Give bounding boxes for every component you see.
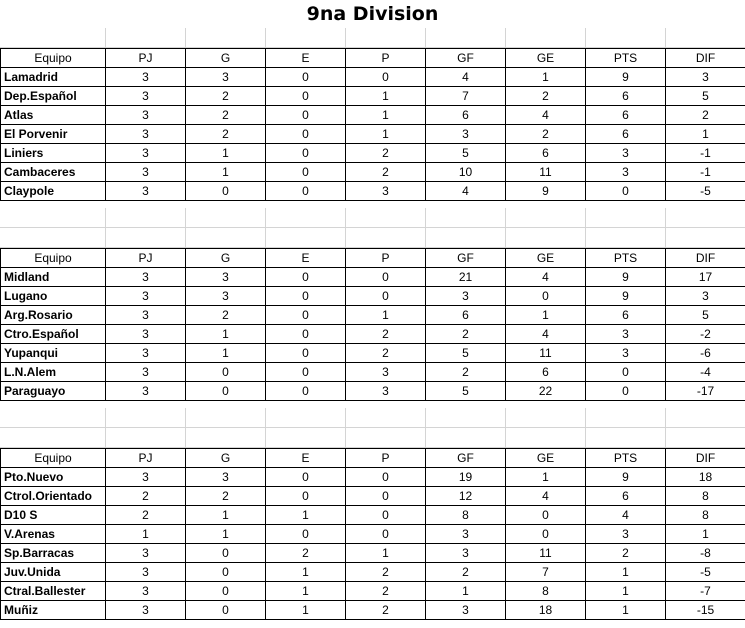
stat-g: 2 <box>186 106 266 125</box>
stat-pts: 4 <box>586 506 666 525</box>
stat-p: 2 <box>346 163 426 182</box>
stat-pts: 1 <box>586 563 666 582</box>
stat-ge: 11 <box>506 344 586 363</box>
stat-g: 3 <box>186 68 266 87</box>
table-row <box>1 525 745 544</box>
stat-g: 0 <box>186 382 266 401</box>
stat-ge: 6 <box>506 144 586 163</box>
stat-g: 0 <box>186 563 266 582</box>
stat-p: 0 <box>346 287 426 306</box>
column-header-team: Equipo <box>1 49 106 68</box>
stat-gf: 6 <box>426 306 506 325</box>
stat-g: 1 <box>186 144 266 163</box>
stat-dif: -7 <box>666 582 745 601</box>
table-row <box>1 544 745 563</box>
blank-row <box>0 28 745 48</box>
stat-pts: 1 <box>586 582 666 601</box>
page-title: 9na Division <box>306 3 439 25</box>
stat-pts: 3 <box>586 344 666 363</box>
team-name: Muñiz <box>1 601 106 620</box>
stat-pts: 0 <box>586 363 666 382</box>
stat-pts: 9 <box>586 68 666 87</box>
stat-p: 2 <box>346 582 426 601</box>
stat-pts: 6 <box>586 106 666 125</box>
stat-dif: -8 <box>666 544 745 563</box>
stat-pj: 2 <box>106 487 186 506</box>
team-name: Ctrol.Orientado <box>1 487 106 506</box>
column-header-gf: GF <box>426 49 506 68</box>
stat-p: 0 <box>346 68 426 87</box>
stat-pts: 6 <box>586 125 666 144</box>
table-row <box>1 182 745 201</box>
stat-p: 0 <box>346 487 426 506</box>
stat-dif: -2 <box>666 325 745 344</box>
stat-pj: 3 <box>106 268 186 287</box>
column-header-pts: PTS <box>586 449 666 468</box>
stat-pj: 1 <box>106 525 186 544</box>
stat-ge: 0 <box>506 506 586 525</box>
stat-dif: 17 <box>666 268 745 287</box>
stat-gf: 7 <box>426 87 506 106</box>
stat-gf: 2 <box>426 325 506 344</box>
stat-p: 1 <box>346 544 426 563</box>
stat-ge: 18 <box>506 601 586 620</box>
column-header-gf: GF <box>426 249 506 268</box>
stat-g: 0 <box>186 182 266 201</box>
stat-dif: -5 <box>666 563 745 582</box>
standings-table-2 <box>0 248 745 401</box>
stat-e: 0 <box>266 306 346 325</box>
stat-pts: 6 <box>586 306 666 325</box>
stat-pts: 3 <box>586 525 666 544</box>
stat-e: 0 <box>266 125 346 144</box>
stat-g: 0 <box>186 363 266 382</box>
stat-e: 0 <box>266 87 346 106</box>
stat-p: 2 <box>346 144 426 163</box>
stat-pj: 3 <box>106 125 186 144</box>
column-header-pj: PJ <box>106 449 186 468</box>
stat-gf: 5 <box>426 382 506 401</box>
team-name: Yupanqui <box>1 344 106 363</box>
header-row <box>1 449 745 468</box>
stat-gf: 3 <box>426 601 506 620</box>
table-row <box>1 506 745 525</box>
column-header-ge: GE <box>506 449 586 468</box>
stat-gf: 3 <box>426 544 506 563</box>
stat-dif: 8 <box>666 487 745 506</box>
stat-pts: 2 <box>586 544 666 563</box>
column-header-ge: GE <box>506 49 586 68</box>
stat-g: 1 <box>186 506 266 525</box>
table-row <box>1 125 745 144</box>
table-row <box>1 287 745 306</box>
column-header-e: E <box>266 49 346 68</box>
column-header-dif: DIF <box>666 449 745 468</box>
stat-pj: 3 <box>106 106 186 125</box>
team-name: Cambaceres <box>1 163 106 182</box>
team-name: Ctral.Ballester <box>1 582 106 601</box>
column-header-e: E <box>266 249 346 268</box>
stat-ge: 7 <box>506 563 586 582</box>
team-name: Claypole <box>1 182 106 201</box>
stat-pts: 0 <box>586 182 666 201</box>
header-row <box>1 249 745 268</box>
stat-e: 0 <box>266 525 346 544</box>
stat-ge: 0 <box>506 287 586 306</box>
stat-e: 0 <box>266 182 346 201</box>
stat-dif: -4 <box>666 363 745 382</box>
stat-gf: 3 <box>426 287 506 306</box>
stat-p: 1 <box>346 306 426 325</box>
stat-pj: 3 <box>106 325 186 344</box>
column-header-e: E <box>266 449 346 468</box>
column-header-g: G <box>186 449 266 468</box>
stat-e: 0 <box>266 268 346 287</box>
stat-ge: 11 <box>506 544 586 563</box>
stat-p: 0 <box>346 468 426 487</box>
column-header-p: P <box>346 249 426 268</box>
column-header-g: G <box>186 49 266 68</box>
stat-gf: 12 <box>426 487 506 506</box>
stat-ge: 11 <box>506 163 586 182</box>
stat-e: 1 <box>266 582 346 601</box>
stat-dif: 18 <box>666 468 745 487</box>
stat-dif: -17 <box>666 382 745 401</box>
stat-dif: -15 <box>666 601 745 620</box>
stat-p: 3 <box>346 382 426 401</box>
team-name: Atlas <box>1 106 106 125</box>
team-name: Lugano <box>1 287 106 306</box>
stat-g: 0 <box>186 582 266 601</box>
stat-ge: 9 <box>506 182 586 201</box>
stat-p: 3 <box>346 182 426 201</box>
stat-ge: 4 <box>506 106 586 125</box>
stat-e: 0 <box>266 163 346 182</box>
stat-gf: 2 <box>426 563 506 582</box>
stat-pj: 3 <box>106 144 186 163</box>
stat-ge: 4 <box>506 325 586 344</box>
team-name: Juv.Unida <box>1 563 106 582</box>
stat-pj: 3 <box>106 163 186 182</box>
table-row <box>1 268 745 287</box>
blank-row <box>0 228 745 248</box>
stat-ge: 4 <box>506 487 586 506</box>
stat-pj: 2 <box>106 506 186 525</box>
stat-gf: 5 <box>426 144 506 163</box>
team-name: Lamadrid <box>1 68 106 87</box>
stat-e: 2 <box>266 544 346 563</box>
column-header-ge: GE <box>506 249 586 268</box>
table-row <box>1 363 745 382</box>
stat-ge: 1 <box>506 468 586 487</box>
table-row <box>1 382 745 401</box>
stat-dif: 3 <box>666 68 745 87</box>
stat-ge: 0 <box>506 525 586 544</box>
stat-p: 0 <box>346 525 426 544</box>
stat-pts: 3 <box>586 163 666 182</box>
stat-dif: 8 <box>666 506 745 525</box>
stat-pj: 3 <box>106 287 186 306</box>
stat-g: 1 <box>186 344 266 363</box>
stat-dif: 2 <box>666 106 745 125</box>
stat-e: 0 <box>266 363 346 382</box>
stat-e: 1 <box>266 506 346 525</box>
stat-g: 3 <box>186 268 266 287</box>
stat-p: 0 <box>346 268 426 287</box>
stat-dif: 3 <box>666 287 745 306</box>
standings-table-3 <box>0 448 745 620</box>
column-header-p: P <box>346 449 426 468</box>
stat-pj: 3 <box>106 544 186 563</box>
stat-e: 0 <box>266 106 346 125</box>
stat-gf: 19 <box>426 468 506 487</box>
stat-p: 1 <box>346 87 426 106</box>
column-header-pj: PJ <box>106 249 186 268</box>
stat-e: 0 <box>266 144 346 163</box>
stat-e: 0 <box>266 287 346 306</box>
stat-pj: 3 <box>106 382 186 401</box>
stat-g: 2 <box>186 125 266 144</box>
stat-g: 2 <box>186 487 266 506</box>
stat-g: 1 <box>186 525 266 544</box>
stat-g: 3 <box>186 287 266 306</box>
stat-gf: 5 <box>426 344 506 363</box>
team-name: L.N.Alem <box>1 363 106 382</box>
stat-pts: 0 <box>586 382 666 401</box>
stat-dif: -1 <box>666 144 745 163</box>
stat-p: 0 <box>346 506 426 525</box>
stat-pj: 3 <box>106 363 186 382</box>
stat-pj: 3 <box>106 468 186 487</box>
team-name: Pto.Nuevo <box>1 468 106 487</box>
stat-pts: 6 <box>586 487 666 506</box>
stat-g: 0 <box>186 544 266 563</box>
team-name: Dep.Español <box>1 87 106 106</box>
table-row <box>1 68 745 87</box>
stat-pj: 3 <box>106 601 186 620</box>
stat-pj: 3 <box>106 563 186 582</box>
table-row <box>1 468 745 487</box>
table-row <box>1 106 745 125</box>
stat-e: 0 <box>266 68 346 87</box>
stat-gf: 3 <box>426 525 506 544</box>
stat-p: 3 <box>346 363 426 382</box>
column-header-dif: DIF <box>666 249 745 268</box>
stat-e: 1 <box>266 563 346 582</box>
column-header-gf: GF <box>426 449 506 468</box>
standings-table-1 <box>0 48 745 201</box>
stat-dif: -5 <box>666 182 745 201</box>
stat-ge: 6 <box>506 363 586 382</box>
column-header-pts: PTS <box>586 249 666 268</box>
stat-dif: -6 <box>666 344 745 363</box>
stat-pts: 9 <box>586 287 666 306</box>
column-header-team: Equipo <box>1 249 106 268</box>
stat-e: 0 <box>266 344 346 363</box>
stat-g: 2 <box>186 306 266 325</box>
stat-p: 2 <box>346 601 426 620</box>
stat-gf: 4 <box>426 68 506 87</box>
stat-e: 0 <box>266 468 346 487</box>
stat-ge: 1 <box>506 68 586 87</box>
stat-gf: 4 <box>426 182 506 201</box>
stat-gf: 1 <box>426 582 506 601</box>
table-row <box>1 563 745 582</box>
table-row <box>1 582 745 601</box>
stat-e: 1 <box>266 601 346 620</box>
stat-gf: 6 <box>426 106 506 125</box>
stat-e: 0 <box>266 487 346 506</box>
team-name: Sp.Barracas <box>1 544 106 563</box>
stat-pj: 3 <box>106 306 186 325</box>
column-header-pts: PTS <box>586 49 666 68</box>
stat-dif: 1 <box>666 125 745 144</box>
blank-row <box>0 208 745 228</box>
column-header-p: P <box>346 49 426 68</box>
stat-g: 3 <box>186 468 266 487</box>
table-row <box>1 344 745 363</box>
blank-row <box>0 408 745 428</box>
stat-dif: 5 <box>666 306 745 325</box>
stat-gf: 21 <box>426 268 506 287</box>
stat-pts: 9 <box>586 468 666 487</box>
stat-pj: 3 <box>106 344 186 363</box>
stat-pts: 3 <box>586 144 666 163</box>
blank-row <box>0 428 745 448</box>
stat-e: 0 <box>266 325 346 344</box>
stat-pts: 1 <box>586 601 666 620</box>
stat-g: 0 <box>186 601 266 620</box>
stat-dif: 1 <box>666 525 745 544</box>
stat-pts: 6 <box>586 87 666 106</box>
team-name: Liniers <box>1 144 106 163</box>
stat-pts: 3 <box>586 325 666 344</box>
stat-p: 1 <box>346 125 426 144</box>
stat-ge: 8 <box>506 582 586 601</box>
table-row <box>1 325 745 344</box>
table-row <box>1 306 745 325</box>
team-name: Paraguayo <box>1 382 106 401</box>
table-row <box>1 144 745 163</box>
stat-pts: 9 <box>586 268 666 287</box>
stat-g: 1 <box>186 325 266 344</box>
table-row <box>1 601 745 620</box>
stat-pj: 3 <box>106 68 186 87</box>
team-name: Ctro.Español <box>1 325 106 344</box>
stat-p: 2 <box>346 563 426 582</box>
team-name: V.Arenas <box>1 525 106 544</box>
stat-dif: -1 <box>666 163 745 182</box>
stat-p: 2 <box>346 344 426 363</box>
table-row <box>1 87 745 106</box>
team-name: D10 S <box>1 506 106 525</box>
column-header-g: G <box>186 249 266 268</box>
stat-ge: 4 <box>506 268 586 287</box>
team-name: Arg.Rosario <box>1 306 106 325</box>
team-name: El Porvenir <box>1 125 106 144</box>
stat-ge: 22 <box>506 382 586 401</box>
stat-gf: 2 <box>426 363 506 382</box>
stat-dif: 5 <box>666 87 745 106</box>
stat-ge: 1 <box>506 306 586 325</box>
stat-ge: 2 <box>506 125 586 144</box>
column-header-pj: PJ <box>106 49 186 68</box>
column-header-dif: DIF <box>666 49 745 68</box>
stat-p: 1 <box>346 106 426 125</box>
stat-e: 0 <box>266 382 346 401</box>
stat-gf: 8 <box>426 506 506 525</box>
stat-gf: 3 <box>426 125 506 144</box>
stat-p: 2 <box>346 325 426 344</box>
stat-ge: 2 <box>506 87 586 106</box>
stat-pj: 3 <box>106 87 186 106</box>
table-row <box>1 487 745 506</box>
team-name: Midland <box>1 268 106 287</box>
header-row <box>1 49 745 68</box>
table-row <box>1 163 745 182</box>
stat-g: 1 <box>186 163 266 182</box>
stat-g: 2 <box>186 87 266 106</box>
stat-gf: 10 <box>426 163 506 182</box>
stat-pj: 3 <box>106 182 186 201</box>
column-header-team: Equipo <box>1 449 106 468</box>
stat-pj: 3 <box>106 582 186 601</box>
